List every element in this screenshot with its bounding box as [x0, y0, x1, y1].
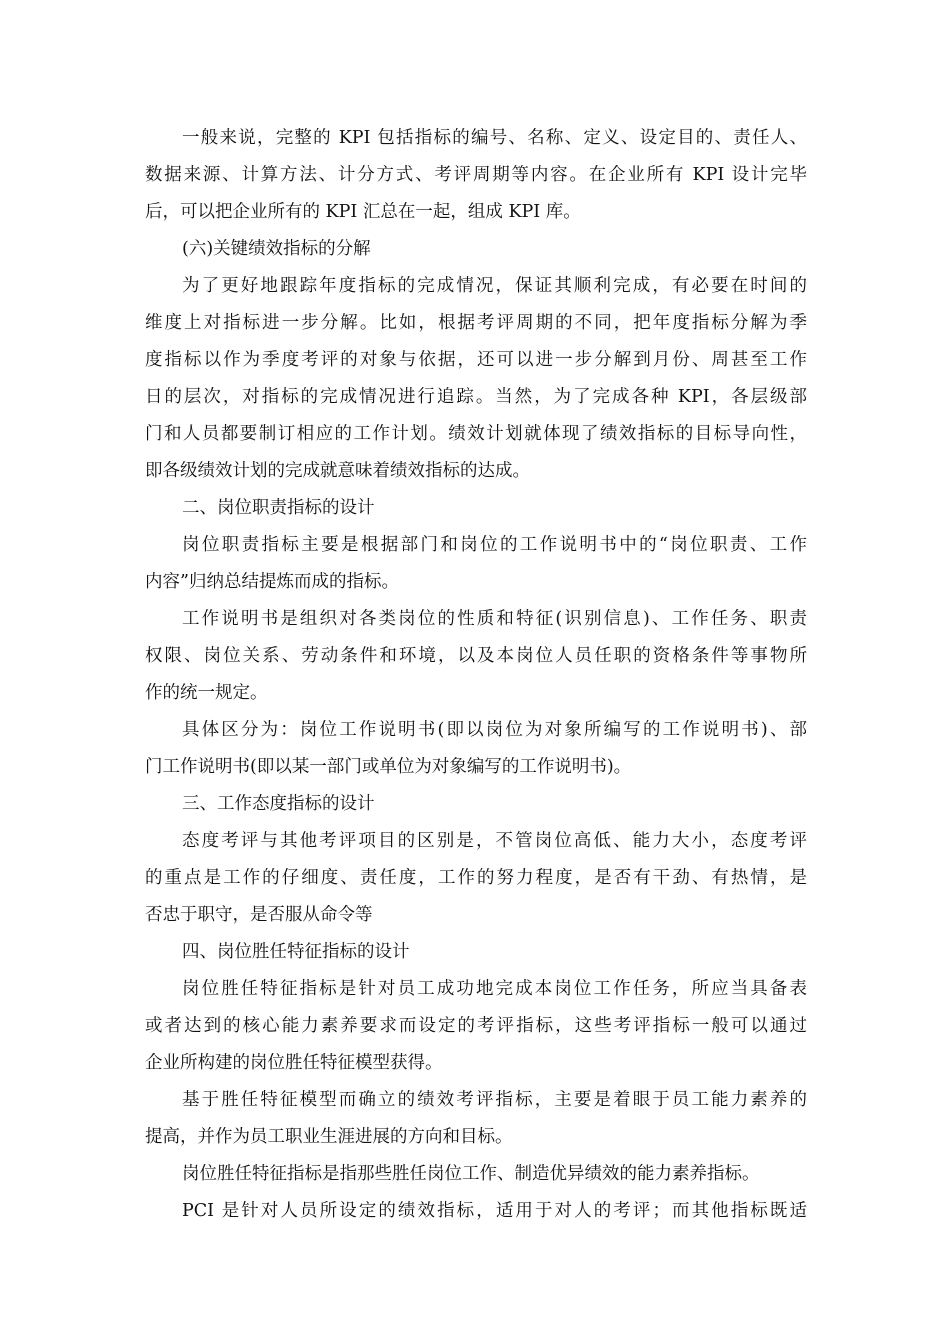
text-line: 态度考评与其他考评项目的区别是，不管岗位高低、能力大小，态度考评	[182, 831, 807, 851]
text-line: 权限、岗位关系、劳动条件和环境，以及本岗位人员任职的资格条件等事物所	[145, 646, 807, 666]
text-line: 即各级绩效计划的完成就意味着绩效指标的达成。	[145, 461, 530, 481]
text-line: 基于胜任特征模型而确立的绩效考评指标，主要是着眼于员工能力素养的	[182, 1090, 807, 1110]
text-line: 具体区分为：岗位工作说明书(即以岗位为对象所编写的工作说明书)、部	[182, 720, 807, 740]
document-body	[145, 120, 807, 1230]
text-line: 后，可以把企业所有的 KPI 汇总在一起，组成 KPI 库。	[145, 202, 581, 222]
text-line: 或者达到的核心能力素养要求而设定的考评指标，这些考评指标一般可以通过	[145, 1016, 807, 1036]
text-line: 为了更好地跟踪年度指标的完成情况，保证其顺利完成，有必要在时间的	[182, 276, 807, 296]
section-heading: 三、工作态度指标的设计	[182, 794, 375, 814]
text-line: 岗位职责指标主要是根据部门和岗位的工作说明书中的“岗位职责、工作	[182, 535, 807, 555]
text-line: 日的层次，对指标的完成情况进行追踪。当然，为了完成各种 KPI，各层级部	[145, 387, 807, 407]
text-line: 岗位胜任特征指标是针对员工成功地完成本岗位工作任务，所应当具备表	[182, 979, 807, 999]
text-line: 门和人员都要制订相应的工作计划。绩效计划就体现了绩效指标的目标导向性，	[145, 424, 807, 444]
text-line: 维度上对指标进一步分解。比如，根据考评周期的不同，把年度指标分解为季	[145, 313, 807, 333]
text-line: 度指标以作为季度考评的对象与依据，还可以进一步分解到月份、周甚至工作	[145, 350, 807, 370]
text-line: 提高，并作为员工职业生涯进展的方向和目标。	[145, 1127, 513, 1147]
text-line: 否忠于职守，是否服从命令等	[145, 905, 373, 925]
text-line: 作的统一规定。	[145, 683, 268, 703]
text-line: 岗位胜任特征指标是指那些胜任岗位工作、制造优异绩效的能力素养指标。	[182, 1164, 760, 1184]
text-line: 企业所构建的岗位胜任特征模型获得。	[145, 1053, 443, 1073]
text-line: 一般来说，完整的 KPI 包括指标的编号、名称、定义、设定目的、责任人、	[182, 128, 807, 148]
text-line: 门工作说明书(即以某一部门或单位为对象编写的工作说明书)。	[145, 757, 632, 777]
section-heading: 四、岗位胜任特征指标的设计	[182, 942, 410, 962]
text-line: PCI 是针对人员所设定的绩效指标，适用于对人的考评；而其他指标既适	[182, 1201, 807, 1221]
text-line: 内容”归纳总结提炼而成的指标。	[145, 572, 399, 592]
text-line: 的重点是工作的仔细度、责任度，工作的努力程度，是否有干劲、有热情，是	[145, 868, 807, 888]
text-line: 工作说明书是组织对各类岗位的性质和特征(识别信息)、工作任务、职责	[182, 609, 807, 629]
text-line: 数据来源、计算方法、计分方式、考评周期等内容。在企业所有 KPI 设计完毕	[145, 165, 807, 185]
section-heading: 二、岗位职责指标的设计	[182, 498, 375, 518]
section-heading: (六)关键绩效指标的分解	[182, 239, 371, 259]
